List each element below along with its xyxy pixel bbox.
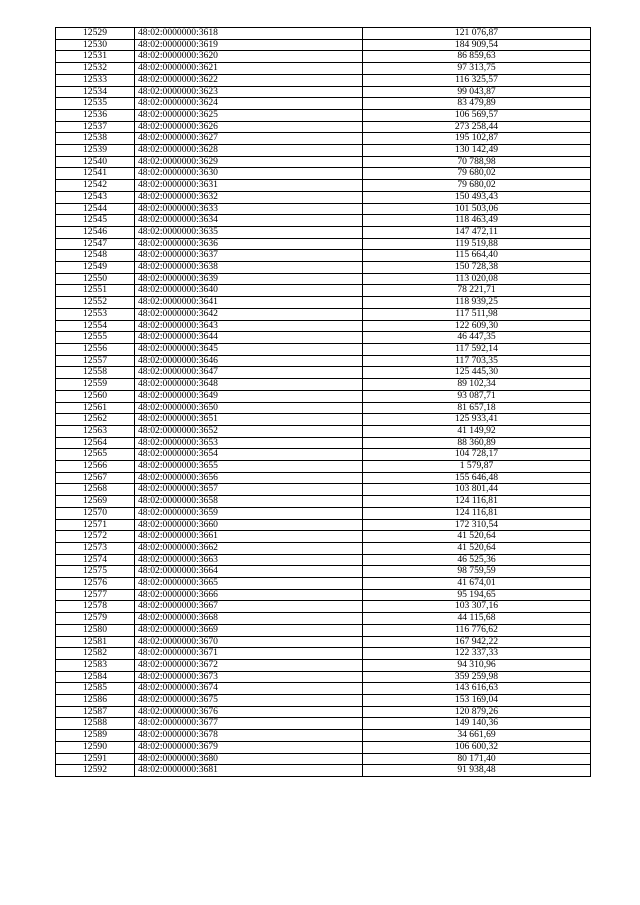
value-cell: 91 938,48	[363, 765, 591, 777]
value-cell: 167 942,22	[363, 636, 591, 648]
table-row	[56, 215, 591, 227]
row-number-cell: 12560	[56, 390, 135, 402]
row-number-cell: 12539	[56, 145, 135, 157]
cadastral-id-cell: 48:02:0000000:3649	[135, 390, 363, 402]
value-cell: 97 313,75	[363, 63, 591, 75]
table-row	[56, 496, 591, 508]
value-cell: 106 569,57	[363, 109, 591, 121]
table-row	[56, 542, 591, 554]
cadastral-id-cell: 48:02:0000000:3677	[135, 718, 363, 730]
value-cell: 83 479,89	[363, 98, 591, 110]
table-row	[56, 320, 591, 332]
table-row	[56, 671, 591, 683]
row-number-cell: 12572	[56, 531, 135, 543]
table-row	[56, 121, 591, 133]
value-cell: 195 102,87	[363, 133, 591, 145]
row-number-cell: 12543	[56, 191, 135, 203]
cadastral-id-cell: 48:02:0000000:3638	[135, 262, 363, 274]
value-cell: 150 493,43	[363, 191, 591, 203]
row-number-cell: 12541	[56, 168, 135, 180]
row-number-cell: 12550	[56, 273, 135, 285]
table-row	[56, 28, 591, 40]
value-cell: 98 759,59	[363, 566, 591, 578]
value-cell: 118 939,25	[363, 297, 591, 309]
cadastral-id-cell: 48:02:0000000:3679	[135, 741, 363, 753]
row-number-cell: 12568	[56, 484, 135, 496]
value-cell: 359 259,98	[363, 671, 591, 683]
row-number-cell: 12588	[56, 718, 135, 730]
cadastral-id-cell: 48:02:0000000:3671	[135, 648, 363, 660]
cadastral-id-cell: 48:02:0000000:3672	[135, 659, 363, 671]
value-cell: 79 680,02	[363, 180, 591, 192]
cadastral-id-cell: 48:02:0000000:3621	[135, 63, 363, 75]
value-cell: 101 503,06	[363, 203, 591, 215]
value-cell: 70 788,98	[363, 156, 591, 168]
cadastral-id-cell: 48:02:0000000:3659	[135, 507, 363, 519]
cadastral-id-cell: 48:02:0000000:3664	[135, 566, 363, 578]
cadastral-id-cell: 48:02:0000000:3619	[135, 39, 363, 51]
cadastral-id-cell: 48:02:0000000:3650	[135, 402, 363, 414]
value-cell: 124 116,81	[363, 507, 591, 519]
value-cell: 1 579,87	[363, 461, 591, 473]
row-number-cell: 12558	[56, 367, 135, 379]
row-number-cell: 12586	[56, 695, 135, 707]
table-body	[56, 28, 591, 777]
row-number-cell: 12573	[56, 542, 135, 554]
table-row	[56, 74, 591, 86]
value-cell: 117 592,14	[363, 343, 591, 355]
row-number-cell: 12561	[56, 402, 135, 414]
table-row	[56, 39, 591, 51]
table-row	[56, 355, 591, 367]
value-cell: 88 360,89	[363, 437, 591, 449]
table-row	[56, 461, 591, 473]
row-number-cell: 12581	[56, 636, 135, 648]
table-row	[56, 285, 591, 297]
table-row	[56, 168, 591, 180]
value-cell: 121 076,87	[363, 28, 591, 40]
cadastral-id-cell: 48:02:0000000:3643	[135, 320, 363, 332]
cadastral-id-cell: 48:02:0000000:3676	[135, 706, 363, 718]
table-row	[56, 484, 591, 496]
table-row	[56, 718, 591, 730]
row-number-cell: 12575	[56, 566, 135, 578]
row-number-cell: 12545	[56, 215, 135, 227]
cadastral-id-cell: 48:02:0000000:3666	[135, 589, 363, 601]
row-number-cell: 12582	[56, 648, 135, 660]
value-cell: 116 776,62	[363, 624, 591, 636]
cadastral-id-cell: 48:02:0000000:3623	[135, 86, 363, 98]
cadastral-id-cell: 48:02:0000000:3681	[135, 765, 363, 777]
value-cell: 184 909,54	[363, 39, 591, 51]
cadastral-id-cell: 48:02:0000000:3665	[135, 578, 363, 590]
value-cell: 80 171,40	[363, 753, 591, 765]
row-number-cell: 12571	[56, 519, 135, 531]
table-row	[56, 379, 591, 391]
value-cell: 103 307,16	[363, 601, 591, 613]
table-row	[56, 63, 591, 75]
row-number-cell: 12562	[56, 414, 135, 426]
table-row	[56, 332, 591, 344]
cadastral-id-cell: 48:02:0000000:3668	[135, 613, 363, 625]
row-number-cell: 12549	[56, 262, 135, 274]
cadastral-id-cell: 48:02:0000000:3624	[135, 98, 363, 110]
table-row	[56, 507, 591, 519]
value-cell: 41 520,64	[363, 531, 591, 543]
table-row	[56, 601, 591, 613]
value-cell: 153 169,04	[363, 695, 591, 707]
cadastral-id-cell: 48:02:0000000:3627	[135, 133, 363, 145]
table-row	[56, 566, 591, 578]
value-cell: 99 043,87	[363, 86, 591, 98]
table-row	[56, 390, 591, 402]
cadastral-id-cell: 48:02:0000000:3635	[135, 226, 363, 238]
table-row	[56, 624, 591, 636]
cadastral-id-cell: 48:02:0000000:3631	[135, 180, 363, 192]
table-row	[56, 156, 591, 168]
row-number-cell: 12546	[56, 226, 135, 238]
table-row	[56, 531, 591, 543]
table-row	[56, 262, 591, 274]
cadastral-id-cell: 48:02:0000000:3637	[135, 250, 363, 262]
value-cell: 34 661,69	[363, 730, 591, 742]
row-number-cell: 12566	[56, 461, 135, 473]
row-number-cell: 12529	[56, 28, 135, 40]
row-number-cell: 12542	[56, 180, 135, 192]
row-number-cell: 12544	[56, 203, 135, 215]
value-cell: 143 616,63	[363, 683, 591, 695]
row-number-cell: 12536	[56, 109, 135, 121]
value-cell: 81 657,18	[363, 402, 591, 414]
table-row	[56, 589, 591, 601]
table-row	[56, 51, 591, 63]
table-row	[56, 765, 591, 777]
row-number-cell: 12554	[56, 320, 135, 332]
cadastral-id-cell: 48:02:0000000:3660	[135, 519, 363, 531]
cadastral-id-cell: 48:02:0000000:3642	[135, 308, 363, 320]
table-row	[56, 659, 591, 671]
cadastral-id-cell: 48:02:0000000:3646	[135, 355, 363, 367]
table-row	[56, 308, 591, 320]
cadastral-id-cell: 48:02:0000000:3641	[135, 297, 363, 309]
cadastral-id-cell: 48:02:0000000:3629	[135, 156, 363, 168]
row-number-cell: 12565	[56, 449, 135, 461]
value-cell: 41 520,64	[363, 542, 591, 554]
table-row	[56, 753, 591, 765]
value-cell: 117 511,98	[363, 308, 591, 320]
table-row	[56, 472, 591, 484]
table-row	[56, 741, 591, 753]
cadastral-id-cell: 48:02:0000000:3644	[135, 332, 363, 344]
row-number-cell: 12531	[56, 51, 135, 63]
row-number-cell: 12548	[56, 250, 135, 262]
row-number-cell: 12578	[56, 601, 135, 613]
table-row	[56, 613, 591, 625]
row-number-cell: 12590	[56, 741, 135, 753]
table-row	[56, 133, 591, 145]
cadastral-id-cell: 48:02:0000000:3630	[135, 168, 363, 180]
row-number-cell: 12540	[56, 156, 135, 168]
row-number-cell: 12553	[56, 308, 135, 320]
value-cell: 116 325,57	[363, 74, 591, 86]
cadastral-id-cell: 48:02:0000000:3626	[135, 121, 363, 133]
value-cell: 149 140,36	[363, 718, 591, 730]
cadastral-id-cell: 48:02:0000000:3669	[135, 624, 363, 636]
cadastral-id-cell: 48:02:0000000:3628	[135, 145, 363, 157]
cadastral-id-cell: 48:02:0000000:3680	[135, 753, 363, 765]
table-row	[56, 180, 591, 192]
value-cell: 147 472,11	[363, 226, 591, 238]
row-number-cell: 12570	[56, 507, 135, 519]
value-cell: 118 463,49	[363, 215, 591, 227]
value-cell: 41 149,92	[363, 425, 591, 437]
value-cell: 124 116,81	[363, 496, 591, 508]
row-number-cell: 12583	[56, 659, 135, 671]
cadastral-id-cell: 48:02:0000000:3652	[135, 425, 363, 437]
table-row	[56, 203, 591, 215]
cadastral-id-cell: 48:02:0000000:3658	[135, 496, 363, 508]
row-number-cell: 12592	[56, 765, 135, 777]
cadastral-id-cell: 48:02:0000000:3636	[135, 238, 363, 250]
cadastral-id-cell: 48:02:0000000:3632	[135, 191, 363, 203]
row-number-cell: 12534	[56, 86, 135, 98]
row-number-cell: 12551	[56, 285, 135, 297]
row-number-cell: 12533	[56, 74, 135, 86]
table-row	[56, 191, 591, 203]
row-number-cell: 12557	[56, 355, 135, 367]
cadastral-id-cell: 48:02:0000000:3625	[135, 109, 363, 121]
cadastral-id-cell: 48:02:0000000:3656	[135, 472, 363, 484]
value-cell: 78 221,71	[363, 285, 591, 297]
value-cell: 46 525,36	[363, 554, 591, 566]
cadastral-id-cell: 48:02:0000000:3633	[135, 203, 363, 215]
table-row	[56, 109, 591, 121]
cadastral-id-cell: 48:02:0000000:3675	[135, 695, 363, 707]
data-table	[55, 27, 591, 777]
value-cell: 106 600,32	[363, 741, 591, 753]
value-cell: 125 445,30	[363, 367, 591, 379]
table-row	[56, 297, 591, 309]
value-cell: 104 728,17	[363, 449, 591, 461]
value-cell: 125 933,41	[363, 414, 591, 426]
cadastral-id-cell: 48:02:0000000:3654	[135, 449, 363, 461]
row-number-cell: 12538	[56, 133, 135, 145]
value-cell: 79 680,02	[363, 168, 591, 180]
row-number-cell: 12564	[56, 437, 135, 449]
value-cell: 155 646,48	[363, 472, 591, 484]
cadastral-id-cell: 48:02:0000000:3655	[135, 461, 363, 473]
row-number-cell: 12559	[56, 379, 135, 391]
row-number-cell: 12579	[56, 613, 135, 625]
row-number-cell: 12589	[56, 730, 135, 742]
row-number-cell: 12567	[56, 472, 135, 484]
value-cell: 172 310,54	[363, 519, 591, 531]
value-cell: 119 519,88	[363, 238, 591, 250]
table-row	[56, 414, 591, 426]
table-row	[56, 238, 591, 250]
row-number-cell: 12532	[56, 63, 135, 75]
cadastral-id-cell: 48:02:0000000:3651	[135, 414, 363, 426]
row-number-cell: 12584	[56, 671, 135, 683]
row-number-cell: 12537	[56, 121, 135, 133]
table-row	[56, 730, 591, 742]
row-number-cell: 12556	[56, 343, 135, 355]
row-number-cell: 12577	[56, 589, 135, 601]
table-row	[56, 554, 591, 566]
cadastral-id-cell: 48:02:0000000:3674	[135, 683, 363, 695]
cadastral-id-cell: 48:02:0000000:3678	[135, 730, 363, 742]
value-cell: 44 115,68	[363, 613, 591, 625]
table-row	[56, 273, 591, 285]
cadastral-id-cell: 48:02:0000000:3673	[135, 671, 363, 683]
cadastral-id-cell: 48:02:0000000:3639	[135, 273, 363, 285]
table-row	[56, 98, 591, 110]
table-row	[56, 636, 591, 648]
value-cell: 150 728,38	[363, 262, 591, 274]
row-number-cell: 12552	[56, 297, 135, 309]
table-row	[56, 683, 591, 695]
cadastral-id-cell: 48:02:0000000:3618	[135, 28, 363, 40]
cadastral-id-cell: 48:02:0000000:3634	[135, 215, 363, 227]
value-cell: 94 310,96	[363, 659, 591, 671]
value-cell: 86 859,63	[363, 51, 591, 63]
value-cell: 93 087,71	[363, 390, 591, 402]
value-cell: 46 447,35	[363, 332, 591, 344]
row-number-cell: 12574	[56, 554, 135, 566]
value-cell: 41 674,01	[363, 578, 591, 590]
value-cell: 95 194,65	[363, 589, 591, 601]
cadastral-id-cell: 48:02:0000000:3648	[135, 379, 363, 391]
row-number-cell: 12591	[56, 753, 135, 765]
cadastral-id-cell: 48:02:0000000:3653	[135, 437, 363, 449]
value-cell: 117 703,35	[363, 355, 591, 367]
row-number-cell: 12535	[56, 98, 135, 110]
row-number-cell: 12563	[56, 425, 135, 437]
table-row	[56, 226, 591, 238]
table-row	[56, 367, 591, 379]
table-row	[56, 519, 591, 531]
value-cell: 103 801,44	[363, 484, 591, 496]
cadastral-id-cell: 48:02:0000000:3620	[135, 51, 363, 63]
value-cell: 113 020,08	[363, 273, 591, 285]
table-row	[56, 343, 591, 355]
cadastral-id-cell: 48:02:0000000:3670	[135, 636, 363, 648]
value-cell: 273 258,44	[363, 121, 591, 133]
row-number-cell: 12530	[56, 39, 135, 51]
cadastral-id-cell: 48:02:0000000:3622	[135, 74, 363, 86]
table-row	[56, 695, 591, 707]
table-row	[56, 449, 591, 461]
table-row	[56, 706, 591, 718]
value-cell: 89 102,34	[363, 379, 591, 391]
table-row	[56, 425, 591, 437]
row-number-cell: 12576	[56, 578, 135, 590]
table-row	[56, 437, 591, 449]
row-number-cell: 12547	[56, 238, 135, 250]
value-cell: 115 664,40	[363, 250, 591, 262]
row-number-cell: 12585	[56, 683, 135, 695]
table-row	[56, 250, 591, 262]
cadastral-id-cell: 48:02:0000000:3667	[135, 601, 363, 613]
value-cell: 122 609,30	[363, 320, 591, 332]
table-row	[56, 86, 591, 98]
cadastral-id-cell: 48:02:0000000:3662	[135, 542, 363, 554]
cadastral-id-cell: 48:02:0000000:3647	[135, 367, 363, 379]
table-row	[56, 402, 591, 414]
cadastral-id-cell: 48:02:0000000:3661	[135, 531, 363, 543]
table-row	[56, 145, 591, 157]
table-row	[56, 578, 591, 590]
table-row	[56, 648, 591, 660]
cadastral-id-cell: 48:02:0000000:3645	[135, 343, 363, 355]
row-number-cell: 12580	[56, 624, 135, 636]
row-number-cell: 12569	[56, 496, 135, 508]
row-number-cell: 12555	[56, 332, 135, 344]
cadastral-id-cell: 48:02:0000000:3663	[135, 554, 363, 566]
cadastral-id-cell: 48:02:0000000:3640	[135, 285, 363, 297]
cadastral-id-cell: 48:02:0000000:3657	[135, 484, 363, 496]
value-cell: 120 879,26	[363, 706, 591, 718]
value-cell: 130 142,49	[363, 145, 591, 157]
value-cell: 122 337,33	[363, 648, 591, 660]
row-number-cell: 12587	[56, 706, 135, 718]
